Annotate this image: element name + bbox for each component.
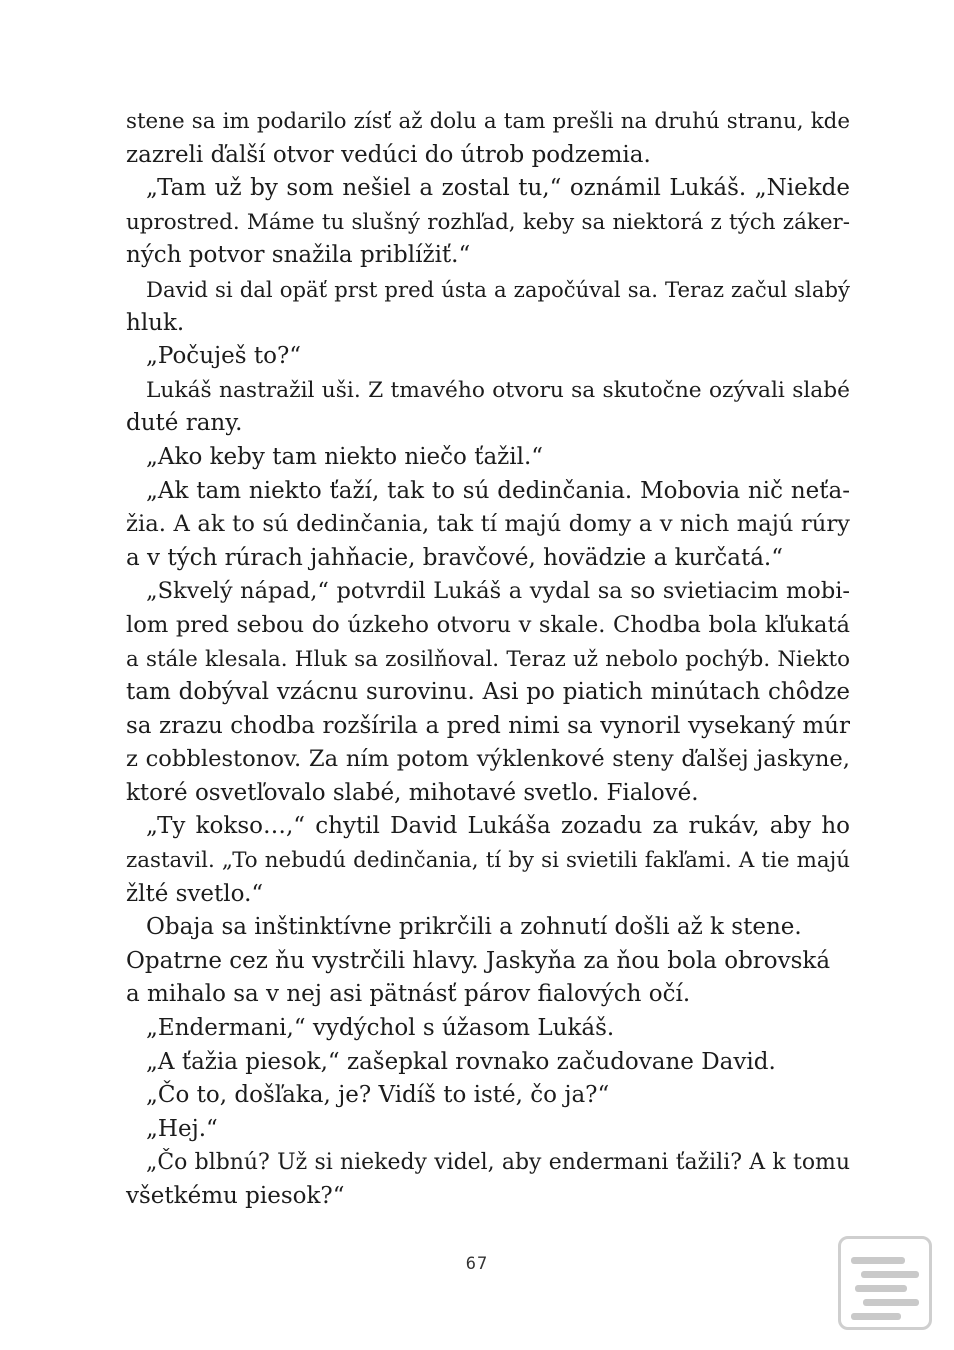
text-line: „Počuješ to?“ [146,343,302,370]
text-line: „A ťažia piesok,“ zašepkal rovnako začudovane David. [146,1048,776,1075]
text-line: Lukáš nastražil uši. Z tmavého otvoru sa skutočne ozývali slabé [146,377,850,403]
page-number: 67 [465,1254,489,1274]
text-line: všetkému piesok?“ [126,1183,345,1209]
text-line: „Čo blbnú? Už si niekedy videl, aby endermani ťažili? A k tomu [146,1150,850,1176]
text-line: Obaja sa inštinktívne prikrčili a zohnutí došli až k stene. [146,914,802,941]
text-line: „Ak tam niekto ťaží, tak to sú dedinčania. Mobovia nič neťa- [146,477,850,504]
text-line: a mihalo sa v nej asi pätnásť párov fialových očí. [126,981,691,1008]
text-line: uprostred. Máme tu slušný rozhľad, keby sa niektorá z tých záker- [126,209,850,235]
text-line: zazreli ďalší otvor vedúci do útrob podzemia. [126,141,651,168]
text-line: žia. A ak to sú dedinčania, tak tí majú domy a v nich majú rúry [126,511,850,538]
text-line: hluk. [126,309,185,336]
text-line: duté rany. [126,410,243,437]
text-line: ktoré osvetľovalo slabé, mihotavé svetlo. Fialové. [126,779,699,806]
text-line: žlté svetlo.“ [126,880,264,907]
text-line: „Endermani,“ vydýchol s úžasom Lukáš. [146,1015,615,1042]
text-line: „Tam už by som nešiel a zostal tu,“ oznámil Lukáš. „Niekde [146,175,850,202]
text-line: a v tých rúrach jahňacie, bravčové, hovädzie a kurčatá.“ [126,544,783,571]
body-text [126,105,850,1214]
text-line: ných potvor snažila priblížiť.“ [126,242,471,269]
text-line: stene sa im podarilo zísť až dolu a tam prešli na druhú stranu, kde [126,109,850,134]
text-line: lom pred sebou do úzkeho otvoru v skale. Chodba bola kľukatá [126,611,850,638]
text-line: „Hej.“ [146,1115,218,1142]
text-line: zastavil. „To nebudú dedinčania, tí by si svietili fakľami. A tie majú [126,848,850,874]
text-line: „Skvelý nápad,“ potvrdil Lukáš a vydal sa so svietiacim mobi- [146,578,850,605]
text-line: tam dobýval vzácnu surovinu. Asi po piatich minútach chôdze [126,679,850,706]
text-line: „Ty kokso…,“ chytil David Lukáša zozadu za rukáv, aby ho [146,813,850,840]
text-line: „Ako keby tam niekto niečo ťažil.“ [146,443,544,470]
text-line: Opatrne cez ňu vystrčili hlavy. Jaskyňa za ňou bola obrovská [126,947,831,974]
stacked-books-icon [838,1236,932,1330]
text-line: a stále klesala. Hluk sa zosilňoval. Teraz už nebolo pochýb. Niekto [126,646,850,672]
text-line: sa zrazu chodba rozšírila a pred nimi sa vynoril vysekaný múr [126,712,850,739]
text-line: z cobblestonov. Za ním potom výklenkové steny ďalšej jaskyne, [126,746,850,773]
text-line: „Čo to, došľaka, je? Vidíš to isté, čo ja?“ [146,1082,610,1109]
text-line: David si dal opäť prst pred ústa a započúval sa. Teraz začul slabý [146,276,850,302]
